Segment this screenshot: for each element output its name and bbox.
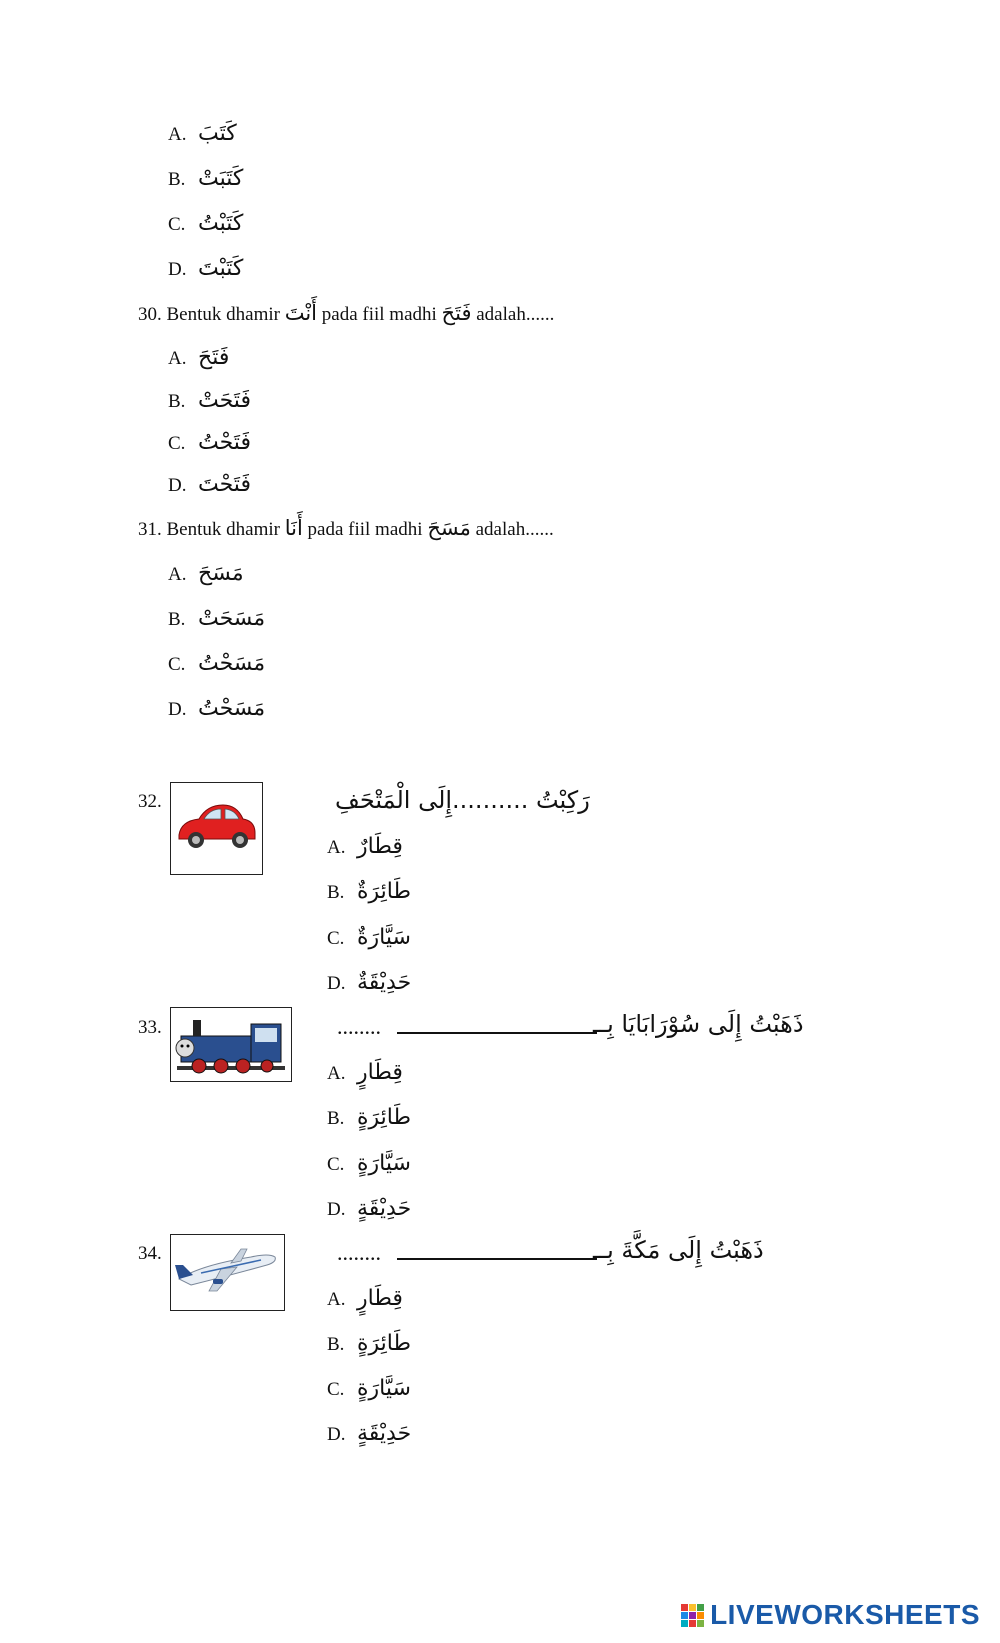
car-image: [170, 782, 263, 875]
q31-suffix: adalah......: [475, 519, 554, 540]
option-letter: B.: [327, 1334, 345, 1355]
q33-option-d[interactable]: [327, 1197, 411, 1222]
option-letter: A.: [327, 1289, 346, 1310]
option-arabic: فَتَحَ: [198, 345, 230, 370]
option-arabic: حَدِيْقَةٍ: [357, 1421, 412, 1446]
q29-option-a[interactable]: [168, 122, 237, 147]
q34-option-b[interactable]: [327, 1332, 411, 1357]
q32-option-a[interactable]: [327, 835, 403, 860]
option-arabic: كَتَبَتْ: [198, 166, 244, 191]
option-letter: B.: [168, 609, 186, 630]
option-letter: D.: [327, 1424, 346, 1445]
option-letter: C.: [327, 1379, 345, 1400]
q31-middle: pada fiil madhi: [307, 519, 423, 540]
option-letter: A.: [327, 1063, 346, 1084]
train-icon: [171, 1008, 291, 1081]
q30-verb: فَتَحَ: [441, 301, 472, 325]
q34-number: 34.: [138, 1243, 162, 1264]
option-letter: B.: [168, 169, 186, 190]
option-letter: A.: [168, 348, 187, 369]
q31-option-b[interactable]: [168, 607, 265, 632]
option-letter: C.: [168, 654, 186, 675]
option-arabic: حَدِيْقَةٌ: [357, 970, 412, 995]
option-arabic: فَتَحْتَ: [198, 472, 251, 497]
q31-prompt: [138, 515, 554, 543]
q30-option-c[interactable]: [168, 431, 251, 456]
liveworksheets-logo[interactable]: [681, 1599, 980, 1631]
q32-option-c[interactable]: [327, 926, 411, 951]
train-image: [170, 1007, 292, 1082]
option-letter: A.: [327, 837, 346, 858]
q33-sentence: ذَهَبْتُ إِلَى سُوْرَابَايَا بِــ: [593, 1010, 804, 1038]
option-arabic: كَتَبْتَ: [198, 256, 244, 281]
q32-number: 32.: [138, 791, 162, 812]
q30-middle: pada fiil madhi: [321, 304, 437, 325]
option-letter: D.: [168, 475, 187, 496]
option-arabic: مَسَحْتُ: [198, 696, 266, 721]
blank-dots: ........: [337, 1240, 381, 1265]
option-arabic: مَسَحَ: [198, 561, 244, 586]
q32-option-b[interactable]: [327, 880, 411, 905]
option-letter: B.: [327, 882, 345, 903]
q33-answer-line[interactable]: [397, 1032, 597, 1034]
q30-option-a[interactable]: [168, 346, 229, 371]
option-arabic: مَسَحَتْ: [198, 606, 266, 631]
q30-option-d[interactable]: [168, 473, 251, 498]
option-arabic: طَائِرَةٌ: [357, 879, 412, 904]
q34-answer-line[interactable]: [397, 1258, 597, 1260]
option-arabic: فَتَحَتْ: [198, 388, 251, 413]
blank-dots: ........: [337, 1014, 381, 1039]
q31-option-a[interactable]: [168, 562, 244, 587]
option-arabic: قِطَارٍ: [357, 1286, 403, 1311]
q33-option-c[interactable]: [327, 1152, 411, 1177]
option-letter: C.: [327, 928, 345, 949]
q33-option-b[interactable]: [327, 1106, 411, 1131]
option-arabic: كَتَبْتُ: [198, 211, 244, 236]
option-arabic: حَدِيْقَةٍ: [357, 1196, 412, 1221]
option-letter: C.: [327, 1154, 345, 1175]
q31-option-d[interactable]: [168, 697, 265, 722]
brand-text: LIVEWORKSHEETS: [710, 1599, 980, 1630]
option-arabic: مَسَحْتُ: [198, 651, 266, 676]
option-arabic: طَائِرَةٍ: [357, 1105, 412, 1130]
logo-grid-icon: [681, 1604, 704, 1627]
q31-dhamir: أَنَا: [284, 516, 303, 540]
q30-suffix: adalah......: [476, 304, 555, 325]
option-arabic: فَتَحْتُ: [198, 430, 251, 455]
option-arabic: كَتَبَ: [198, 121, 237, 146]
option-letter: C.: [168, 433, 186, 454]
option-letter: B.: [168, 391, 186, 412]
q34-option-a[interactable]: [327, 1287, 403, 1312]
option-arabic: قِطَارٍ: [357, 1060, 403, 1085]
q34-blank: [337, 1240, 381, 1266]
q32-option-d[interactable]: [327, 971, 411, 996]
q29-option-d[interactable]: [168, 257, 243, 282]
q34-option-c[interactable]: [327, 1377, 411, 1402]
q33-blank: [337, 1014, 381, 1040]
q29-option-b[interactable]: [168, 167, 243, 192]
option-letter: C.: [168, 214, 186, 235]
option-letter: A.: [168, 564, 187, 585]
q30-prompt: [138, 300, 554, 328]
q30-option-b[interactable]: [168, 389, 251, 414]
car-icon: [171, 783, 262, 874]
q30-prefix: 30. Bentuk dhamir: [138, 304, 280, 325]
q34-sentence: ذَهَبْتُ إِلَى مَكَّةَ بِــ: [593, 1236, 764, 1264]
option-arabic: قِطَارٌ: [357, 834, 403, 859]
option-letter: D.: [168, 699, 187, 720]
option-letter: D.: [327, 973, 346, 994]
option-letter: D.: [168, 259, 187, 280]
q33-option-a[interactable]: [327, 1061, 403, 1086]
option-arabic: سَيَّارَةٌ: [357, 925, 411, 950]
q29-option-c[interactable]: [168, 212, 243, 237]
q31-verb: مَسَحَ: [427, 516, 471, 540]
plane-image: [170, 1234, 285, 1311]
option-arabic: سَيَّارَةٍ: [357, 1376, 411, 1401]
q31-option-c[interactable]: [168, 652, 265, 677]
option-arabic: طَائِرَةٍ: [357, 1331, 412, 1356]
option-arabic: سَيَّارَةٍ: [357, 1151, 411, 1176]
q30-dhamir: أَنْتَ: [284, 301, 318, 325]
option-letter: D.: [327, 1199, 346, 1220]
q33-number: 33.: [138, 1017, 162, 1038]
q34-option-d[interactable]: [327, 1422, 411, 1447]
option-letter: A.: [168, 124, 187, 145]
option-letter: B.: [327, 1108, 345, 1129]
airplane-icon: [171, 1235, 284, 1310]
q31-prefix: 31. Bentuk dhamir: [138, 519, 280, 540]
q32-sentence: رَكِبْتُ ..........إِلَى الْمَتْحَفِ: [335, 786, 590, 814]
